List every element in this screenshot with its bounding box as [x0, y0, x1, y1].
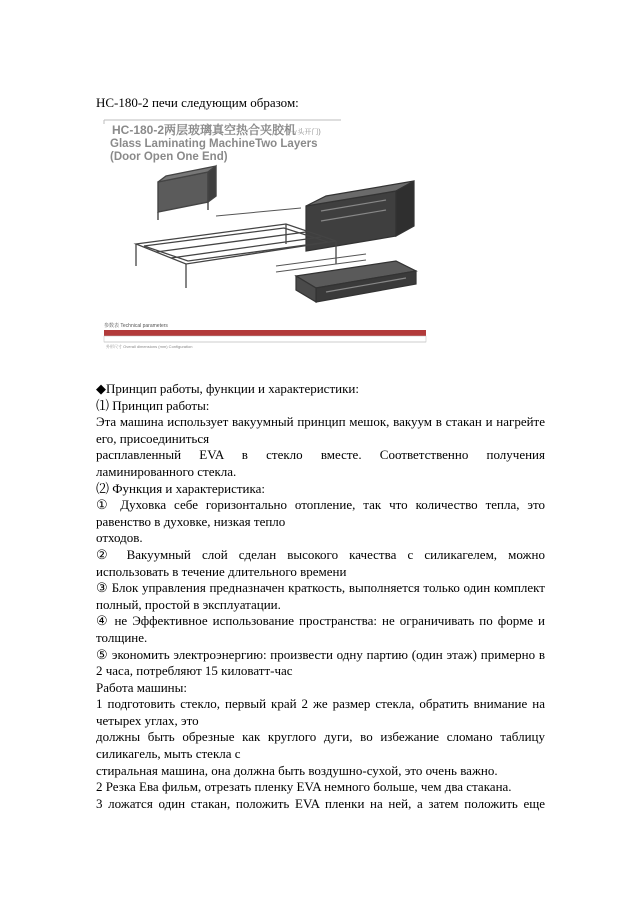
parameters-table-note: 外形尺寸 Overall dimensions (mm) Configuration — [106, 344, 193, 349]
body-line: ламинированного стекла. — [96, 463, 237, 479]
body-line: силикагель, мыть стекла с — [96, 746, 241, 762]
body-line: стиральная машина, она должна быть воздушно-сухой, это очень важно. — [96, 762, 498, 778]
body-line: использовать в течение длительного времени — [96, 563, 347, 579]
body-line: 2 часа, потребляют 15 киловатт-час — [96, 663, 293, 679]
body-line: полный, простой в эксплуатации. — [96, 596, 281, 612]
body-line: ③ Блок управления предназначен краткость, выполняется только один комплект — [96, 580, 545, 596]
body-line: Работа машины: — [96, 679, 187, 695]
figure-title-en-line2: (Door Open One End) — [110, 151, 228, 163]
body-line: ⑵ Функция и характеристика: — [96, 480, 265, 496]
body-line: ⑤ экономить электроэнергию: произвести одну партию (один этаж) примерно в — [96, 646, 545, 662]
figure-title-tag: (一头开门) — [288, 129, 321, 136]
body-line: ① Духовка себе горизонтально отопление, так что количество тепла, это — [96, 497, 545, 513]
body-line: ⑴ Принцип работы: — [96, 397, 210, 413]
parameters-table-caption: 参数表 Technical parameters — [104, 323, 168, 329]
body-line: отходов. — [96, 530, 143, 546]
body-line: 2 Резка Ева фильм, отрезать пленку EVA немного больше, чем два стакана. — [96, 779, 512, 795]
body-line: 3 ложатся один стакан, положить EVA пленки на ней, а затем положить еще — [96, 795, 545, 811]
body-line: четырех углах, это — [96, 712, 199, 728]
figure-title-en-line1: Glass Laminating MachineTwo Layers — [110, 138, 318, 150]
body-line: Эта машина использует вакуумный принцип мешок, вакуум в стакан и нагрейте — [96, 414, 545, 430]
body-line: толщине. — [96, 629, 148, 645]
machine-illustration — [96, 116, 436, 356]
machine-figure — [96, 116, 436, 356]
document-body — [96, 381, 545, 812]
body-line: должны быть обрезные как круглого дуги, во избежание сломано таблицу — [96, 729, 545, 745]
figure-title-model: HC-180-2两层玻璃真空热合夹胶机 — [112, 123, 297, 137]
body-line: ② Вакуумный слой сделан высокого качества с силикагелем, можно — [96, 546, 545, 562]
body-line: 1 подготовить стекло, первый край 2 же размер стекла, обратить внимание на — [96, 696, 545, 712]
body-line: расплавленный EVA в стекло вместе. Соответственно получения — [96, 447, 545, 463]
body-line: его, присоединиться — [96, 430, 210, 446]
body-line: ④ не Эффективное использование пространства: не ограничивать по форме и — [96, 613, 545, 629]
body-line: равенство в духовке, низкая тепло — [96, 513, 286, 529]
document-heading: HC-180-2 печи следующим образом: — [96, 95, 299, 110]
body-line: ◆Принцип работы, функции и характеристики: — [96, 381, 359, 396]
